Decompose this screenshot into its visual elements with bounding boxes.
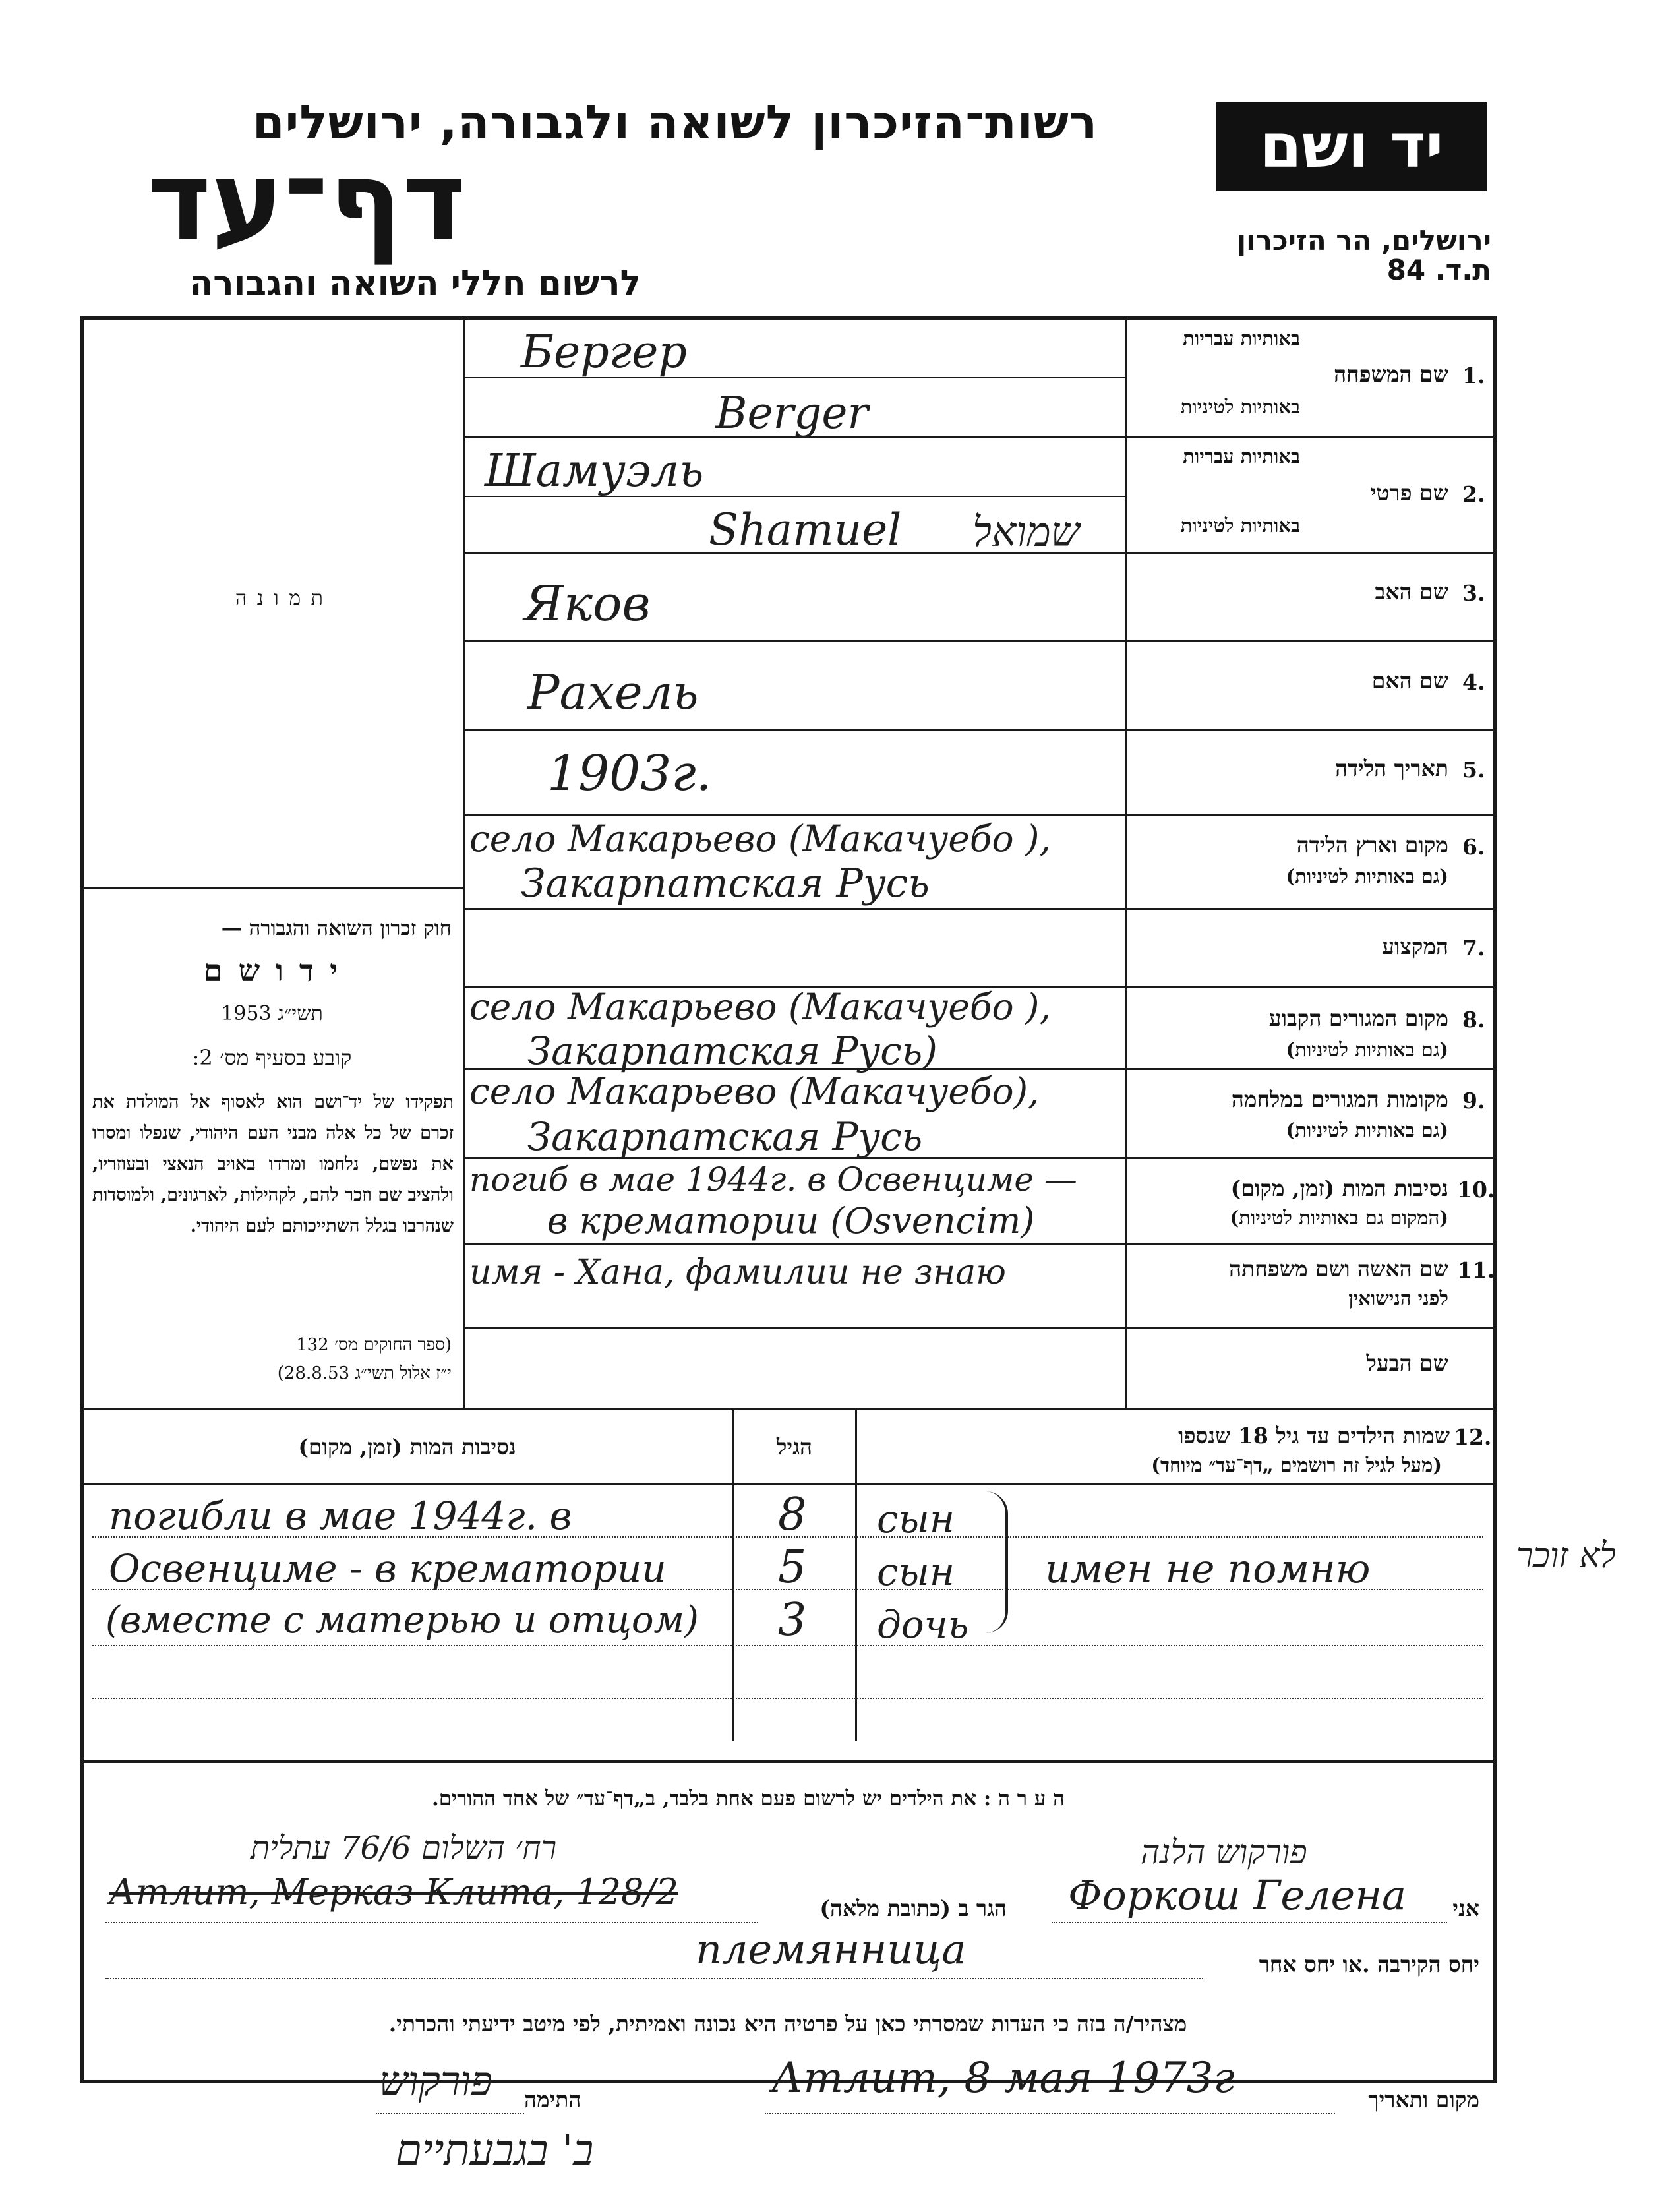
field8-number: 8. bbox=[1462, 1007, 1485, 1032]
field11-number: 11. bbox=[1457, 1257, 1495, 1283]
signature-value: פורקוש bbox=[379, 2057, 492, 2105]
relation-line bbox=[105, 1978, 1203, 1979]
child-3-age: 3 bbox=[778, 1594, 807, 1646]
ani-label: אני bbox=[1452, 1896, 1479, 1921]
circumstances-column-header: נסיבות המות (זמן, מקום) bbox=[298, 1434, 516, 1460]
residence-line-1: село Макарьево (Макачуебо ), bbox=[469, 986, 1051, 1028]
field2-number: 2. bbox=[1462, 481, 1485, 507]
row-divider-4 bbox=[463, 729, 1497, 731]
field3-number: 3. bbox=[1462, 580, 1485, 606]
field2-sub-latin: באותיות לטיניות bbox=[1180, 514, 1300, 537]
first-name-latin: Shamuel bbox=[709, 504, 902, 555]
children-heading-sub: (מעל לגיל זה רושמים „דף־עד״ מיוחד) bbox=[1151, 1454, 1442, 1476]
address-line-1: ירושלים, הר הזיכרון bbox=[1236, 224, 1491, 256]
row-divider-6 bbox=[463, 908, 1497, 910]
child-2-circumstances: Освенциме - в крематории bbox=[109, 1546, 667, 1591]
first-name-hebrew: שמואל bbox=[972, 508, 1080, 556]
field11-sub: לפני הנישואין bbox=[1348, 1287, 1448, 1309]
field2-sub-hebrew: באותיות עבריות bbox=[1183, 445, 1300, 467]
field5-label: תאריך הלידה bbox=[1335, 756, 1448, 781]
children-names-note: имен не помню bbox=[1045, 1546, 1371, 1592]
husband-label: שם הבעל bbox=[1366, 1350, 1448, 1376]
row-divider-5 bbox=[463, 814, 1497, 816]
father-name: Яков bbox=[524, 576, 651, 632]
signature-label: התימה bbox=[524, 2087, 581, 2112]
declarant-name: Форкош Гелена bbox=[1068, 1871, 1406, 1919]
children-col-divider-2 bbox=[855, 1408, 857, 1741]
row-divider-1 bbox=[463, 436, 1497, 438]
field7-number: 7. bbox=[1462, 935, 1485, 961]
law-ref-1: (ספר החוקים מס׳ 132 bbox=[296, 1335, 452, 1355]
margin-note: לא זוכר bbox=[1516, 1536, 1616, 1576]
child-1-age: 8 bbox=[778, 1489, 807, 1541]
children-header-divider bbox=[80, 1483, 1497, 1485]
child-1-name: сын bbox=[877, 1497, 955, 1541]
field1-number: 1. bbox=[1462, 363, 1485, 388]
field2-label: שם פרטי bbox=[1370, 480, 1448, 506]
photo-placeholder-label: ת מ ו נ ה bbox=[235, 587, 325, 610]
child-1-circumstances: погибли в мае 1944г. в bbox=[109, 1493, 572, 1538]
children-top-border bbox=[80, 1408, 1497, 1410]
field4-label: שם האם bbox=[1371, 668, 1448, 694]
address-line-2: ת.ד. 84 bbox=[1386, 254, 1491, 286]
field4-number: 4. bbox=[1462, 669, 1485, 695]
wartime-residence-line-2: Закарпатская Русь bbox=[527, 1114, 923, 1159]
children-col-divider-1 bbox=[732, 1408, 734, 1741]
surname-cyrillic: Бергер bbox=[521, 326, 687, 378]
mother-name: Рахель bbox=[527, 665, 699, 720]
place-date-line bbox=[765, 2113, 1335, 2114]
yad-vashem-logo bbox=[1216, 102, 1487, 191]
field1-label: שם המשפחה bbox=[1334, 361, 1448, 387]
field1-sub-latin: באותיות לטיניות bbox=[1180, 396, 1300, 418]
wife-name-value: имя - Хана, фамилии не знаю bbox=[469, 1253, 1006, 1292]
field6-number: 6. bbox=[1462, 834, 1485, 860]
place-date-value: Атлит, 8 мая 1973г bbox=[771, 2054, 1235, 2103]
children-brace bbox=[986, 1491, 1008, 1633]
field9-sub: (גם באותיות לטיניות) bbox=[1286, 1119, 1448, 1141]
child-3-circumstances: (вместе с матерью и отцом) bbox=[105, 1599, 699, 1642]
declaration-text: מצהיר/ה בזה כי העדות שמסרתי כאן על פרטיה היא נכונה ואמיתית, לפי מיטב ידיעתי והכרתי. bbox=[388, 2011, 1187, 2037]
law-ref-2: י״ז אלול תשי״ג 28.8.53) bbox=[277, 1363, 452, 1383]
field6-sub: (גם באותיות לטיניות) bbox=[1286, 865, 1448, 887]
surname-latin: Berger bbox=[715, 388, 868, 438]
row-divider-10 bbox=[463, 1243, 1497, 1245]
field3-label: שם האב bbox=[1375, 579, 1448, 605]
bottom-note: ב' בגבעתיים bbox=[396, 2126, 594, 2175]
field9-number: 9. bbox=[1462, 1088, 1485, 1114]
row-divider-11 bbox=[463, 1327, 1497, 1329]
field5-number: 5. bbox=[1462, 757, 1485, 783]
birth-date: 1903г. bbox=[547, 745, 712, 802]
field9-label: מקומות המגורים במלחמה bbox=[1231, 1087, 1448, 1112]
field10-label: נסיבות המות (זמן, מקום) bbox=[1230, 1176, 1448, 1201]
death-circumstances-line-1: погиб в мае 1944г. в Освенциме — bbox=[469, 1160, 1077, 1199]
children-row-line-4 bbox=[92, 1698, 1483, 1699]
child-3-name: дочь bbox=[877, 1602, 969, 1647]
declarant-line bbox=[1052, 1922, 1447, 1923]
child-2-name: сын bbox=[877, 1549, 955, 1594]
address-line bbox=[105, 1922, 758, 1923]
field10-number: 10. bbox=[1457, 1177, 1495, 1203]
age-column-header: הגיל bbox=[777, 1434, 812, 1460]
row-divider-3 bbox=[463, 640, 1497, 642]
field8-sub: (גם באותיות לטיניות) bbox=[1286, 1038, 1448, 1061]
form-title: דף־עד bbox=[147, 138, 466, 264]
field1-sub-hebrew: באותיות עבריות bbox=[1183, 327, 1300, 349]
footer-note: ה ע ר ה : את הילדים יש לרשום פעם אחת בלבד, ב„דף־עד״ של אחד ההורים. bbox=[432, 1787, 1065, 1810]
relation-label: יחס הקירבה .או יחס אחר bbox=[1259, 1952, 1479, 1977]
declarant-name-hebrew: פורקוש הלנה bbox=[1141, 1833, 1307, 1871]
law-year: תשי״ג 1953 bbox=[221, 1002, 323, 1025]
children-number: 12. bbox=[1454, 1424, 1492, 1450]
law-section: קובע בסעיף מס׳ 2: bbox=[192, 1045, 352, 1070]
relation-value: племянница bbox=[696, 1925, 967, 1973]
children-bottom-border bbox=[80, 1760, 1497, 1763]
children-heading: שמות הילדים עד גיל 18 שנספו bbox=[1178, 1423, 1450, 1449]
field8-label: מקום המגורים הקבוע bbox=[1268, 1005, 1448, 1031]
address-value-hebrew: רח׳ השלום 76/6 עתלית bbox=[251, 1830, 557, 1867]
photo-law-divider bbox=[80, 887, 463, 889]
first-name-cyrillic: Шамуэль bbox=[485, 445, 704, 497]
child-2-age: 5 bbox=[778, 1541, 807, 1594]
birthplace-line-2: Закарпатская Русь bbox=[521, 860, 930, 907]
residence-line-2: Закарпатская Русь) bbox=[527, 1029, 937, 1073]
law-name: י ד ו ש ם bbox=[203, 953, 341, 988]
resides-label: הגר ב (כתובת מלאה) bbox=[819, 1896, 1007, 1921]
logo-text: יד ושם bbox=[1259, 111, 1444, 181]
signature-line bbox=[376, 2113, 524, 2114]
law-heading: חוק זכרון השואה והגבורה — bbox=[221, 916, 452, 940]
death-circumstances-line-2: в крематории (Osvencim) bbox=[547, 1200, 1035, 1241]
law-text: תפקידו של יד־ושם הוא לאסוף אל המולדת את זכרם של כל אלה מבני העם היהודי, שנפלו ומסרו את נפשם, נלחמו ומרדו באויב הנאצי ובעוזריו, ולהציב שם וזכר להם, לקהילות, לארגונים, ולמוסדות שנהרבו בגלל השתייכותם לעם היהודי. bbox=[92, 1092, 454, 1236]
authority-title: רשות־הזיכרון לשואה ולגבורה, ירושלים bbox=[252, 96, 1098, 150]
field7-label: המקצוע bbox=[1382, 934, 1448, 959]
birthplace-line-1: село Макарьево (Макачуебо ), bbox=[469, 818, 1051, 860]
address-value: Атлит, Мерказ Клита, 128/2 bbox=[109, 1871, 678, 1913]
field6-label: מקום וארץ הלידה bbox=[1296, 832, 1448, 858]
form-subtitle: לרשום חללי השואה והגבורה bbox=[189, 264, 641, 303]
wartime-residence-line-1: село Макарьево (Макачуебо), bbox=[469, 1070, 1040, 1112]
field10-sub: (המקום גם באותיות לטיניות) bbox=[1230, 1207, 1448, 1229]
place-date-label: מקום ותאריך bbox=[1368, 2087, 1479, 2112]
field11-label: שם האשה ושם משפחתה bbox=[1229, 1256, 1448, 1282]
